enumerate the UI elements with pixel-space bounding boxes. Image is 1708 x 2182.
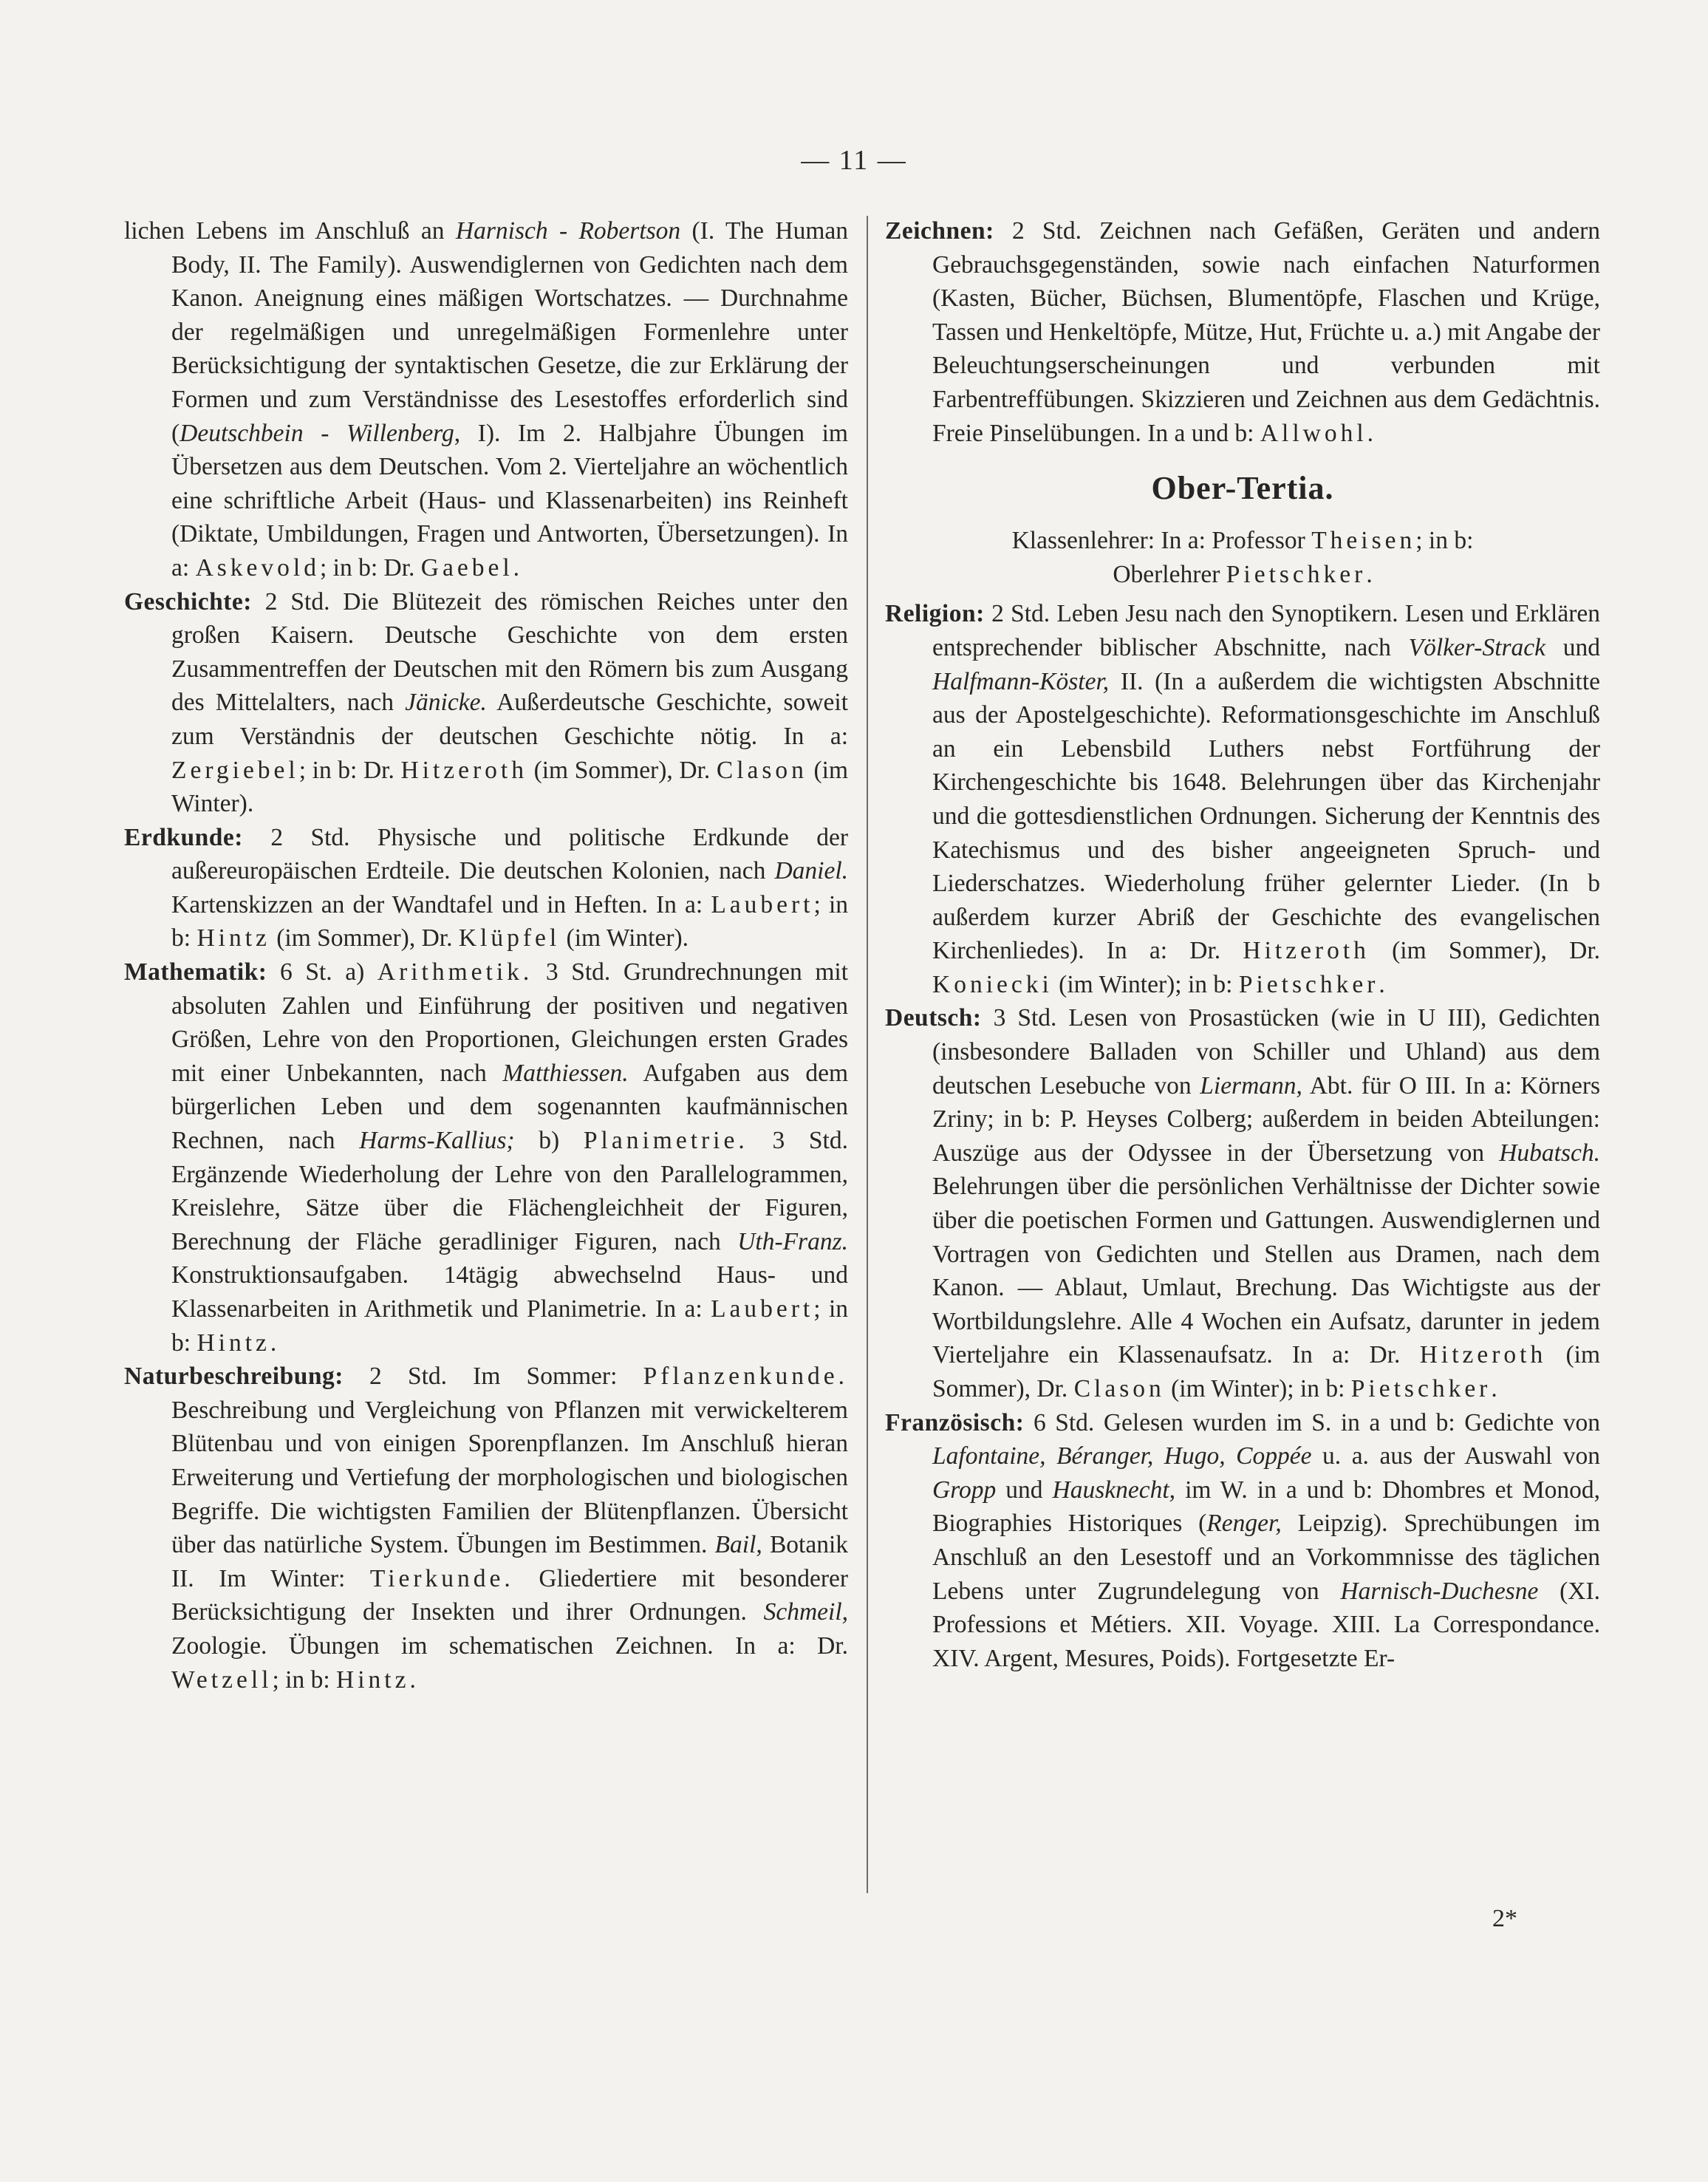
section-label-religion: Religion: — [885, 600, 985, 628]
signature-mark: 2* — [1492, 1905, 1517, 1932]
section-erdkunde: Erdkunde: 2 Std. Physische und politische Erdkunde der außereuropäischen Erdteile. Die deutschen Kolonien, nach Daniel. Kartenskizzen an der Wandtafel und in Heften. In a: Laubert; in b: Hintz (im Sommer), Dr. Klüpfel (im Winter). — [124, 823, 849, 952]
section-label-erdkunde: Erdkunde: — [124, 823, 243, 851]
page-number: — 11 — — [801, 145, 907, 176]
section-deutsch: Deutsch: 3 Std. Lesen von Prosastücken (wie in U III), Gedichten (insbesondere Balladen von Schiller und Uhland) aus dem deutschen Lesebuche von Liermann, Abt. für O III. In a: Körners Zriny; in b: P. Heyses Colberg; außerdem in beiden Abteilungen: Auszüge aus der Odyssee in der Übersetzung von Hubatsch. Belehrungen über die persönlichen Verhältnisse der Dichter sowie über die poetischen Formen und Gattungen. Auswendiglernen und Vortragen von Gedichten und Stellen aus Dramen, nach dem Kanon. — Ablaut, Umlaut, Brechung. Das Wichtigste aus der Wortbildungslehre. Alle 4 Wochen ein Aufsatz, darunter in jedem Vierteljahre ein Klassenaufsatz. In a: Dr. Hitzeroth (im Sommer), Dr. Clason (im Winter); in b: Pietschker. — [885, 1004, 1601, 1402]
column-divider — [867, 216, 868, 1893]
class-heading: Ober-Tertia. — [1151, 470, 1334, 507]
oberlehrer-line: Oberlehrer Pietschker. — [1113, 560, 1373, 588]
section-zeichnen: Zeichnen: 2 Std. Zeichnen nach Gefäßen, Geräten und andern Gebrauchsgegenständen, sowie nach einfachen Naturformen (Kasten, Bücher, Büchsen, Blumentöpfe, Flaschen und Krüge, Tassen und Henkeltöpfe, Mütze, Hut, Früchte u. a.) mit Angabe der Beleuchtungserscheinungen und verbunden mit Farbentreffübungen. Skizzieren und Zeichnen aus dem Gedächtnis. Freie Pinselübungen. In a und b: Allwohl. — [885, 217, 1601, 447]
right-column — [885, 214, 1600, 1675]
section-mathematik: Mathematik: 6 St. a) Arithmetik. 3 Std. Grundrechnungen mit absoluten Zahlen und Einführung der positiven und negativen Größen, Lehre von den Proportionen, Gleichungen ersten Grades mit einer Unbekannten, nach Matthiessen. Aufgaben aus dem bürgerlichen Leben und dem sogenannten kaufmännischen Rechnen, nach Harms-Kallius; b) Planimetrie. 3 Std. Ergänzende Wiederholung der Lehre von den Parallelogrammen, Kreislehre, Sätze über die Flächengleichheit der Figuren, Berechnung der Fläche geradliniger Figuren, nach Uth-Franz. Konstruktionsaufgaben. 14tägig abwechselnd Haus- und Klassenarbeiten in Arithmetik und Planimetrie. In a: Laubert; in b: Hintz. — [124, 958, 849, 1357]
section-label-franzoesisch: Französisch: — [885, 1408, 1025, 1436]
section-label-geschichte: Geschichte: — [124, 587, 252, 616]
section-religion: Religion: 2 Std. Leben Jesu nach den Synoptikern. Lesen und Erklären entsprechender biblischer Abschnitte, nach Völker-Strack und Halfmann-Köster, II. (In a außerdem die wichtigsten Abschnitte aus der Apostelgeschichte). Reformationsgeschichte im Anschluß an ein Lebensbild Luthers nebst Fortführung der Kirchengeschichte bis 1648. Belehrungen über das Kirchenjahr und die gottesdienstlichen Ordnungen. Sicherung der Kenntnis des Katechismus und des bisher angeeigneten Spruch- und Liederschatzes. Wiederholung früher gelernter Lieder. (In b außerdem kurzer Abriß der Geschichte des evangelischen Kirchenliedes). In a: Dr. Hitzeroth (im Sommer), Dr. Koniecki (im Winter); in b: Pietschker. — [885, 600, 1601, 998]
section-label-deutsch: Deutsch: — [885, 1004, 982, 1032]
klassenlehrer-line: Klassenlehrer: In a: Professor Theisen; in b: — [1011, 527, 1474, 555]
section-label-mathematik: Mathematik: — [124, 958, 267, 986]
left-column — [124, 214, 848, 1697]
section-naturbeschreibung: Naturbeschreibung: 2 Std. Im Sommer: Pflanzenkunde. Beschreibung und Vergleichung von Pflanzen mit verwickelterem Blütenbau und von einigen Sporenpflanzen. Im Anschluß hieran Erweiterung und Vertiefung der morphologischen und biologischen Begriffe. Die wichtigsten Familien der Blütenpflanzen. Übersicht über das natürliche System. Übungen im Bestimmen. Bail, Botanik II. Im Winter: Tierkunde. Gliedertiere mit besonderer Berücksichtigung der Insekten und ihrer Ordnungen. Schmeil, Zoologie. Übungen im schematischen Zeichnen. In a: Dr. Wetzell; in b: Hintz. — [124, 1363, 849, 1694]
continued-paragraph: lichen Lebens im Anschluß an Harnisch - Robertson (I. The Human Body, II. The Family). Auswendiglernen von Gedichten nach dem Kanon. Aneignung eines mäßigen Wortschatzes. — Durchnahme der regelmäßigen und unregelmäßigen Formenlehre unter Berücksichtigung der syntaktischen Gesetze, die zur Erklärung der Formen und zum Verständnisse des Lesestoffes erforderlich sind (Deutschbein - Willenberg, I). Im 2. Halbjahre Übungen im Übersetzen aus dem Deutschen. Vom 2. Vierteljahre an wöchentlich eine schriftliche Arbeit (Haus- und Klassenarbeiten) ins Reinheft (Diktate, Umbildungen, Fragen und Antworten, Übersetzungen). In a: Askevold; in b: Dr. Gaebel. — [124, 217, 849, 582]
section-label-naturbeschreibung: Naturbeschreibung: — [124, 1363, 344, 1391]
section-label-zeichnen: Zeichnen: — [885, 217, 994, 245]
section-geschichte: Geschichte: 2 Std. Die Blütezeit des römischen Reiches unter den großen Kaisern. Deutsche Geschichte von dem ersten Zusammentreffen der Deutschen mit den Römern bis zum Ausgang des Mittelalters, nach Jänicke. Außerdeutsche Geschichte, soweit zum Verständnis der deutschen Geschichte nötig. In a: Zergiebel; in b: Dr. Hitzeroth (im Sommer), Dr. Clason (im Winter). — [124, 587, 849, 818]
section-franzoesisch: Französisch: 6 Std. Gelesen wurden im S. in a und b: Gedichte von Lafontaine, Béranger, Hugo, Coppée u. a. aus der Auswahl von Gropp und Hausknecht, im W. in a und b: Dhombres et Monod, Biographies Historiques (Renger, Leipzig). Sprechübungen im Anschluß an den Lesestoff und an Vorkommnisse des täglichen Lebens unter Zugrundelegung von Harnisch-Duchesne (XI. Professions et Métiers. XII. Voyage. XIII. La Correspondance. XIV. Argent, Mesures, Poids). Fortgesetzte Er- — [885, 1408, 1601, 1672]
